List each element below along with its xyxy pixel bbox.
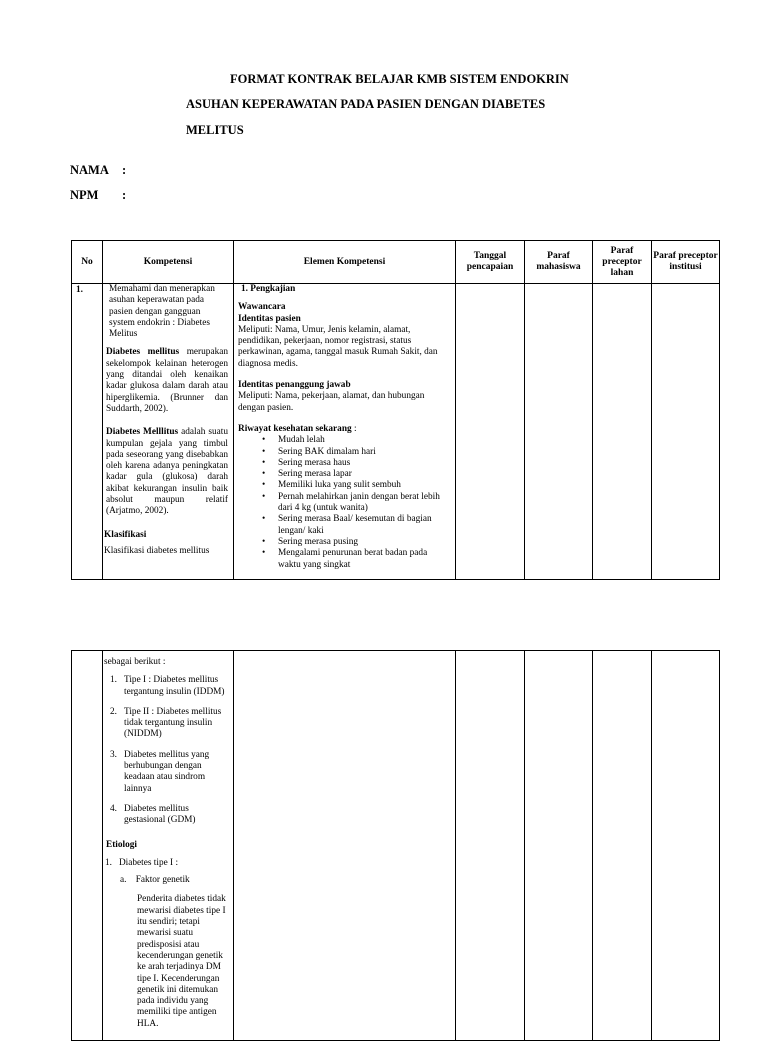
- definition-term: Diabetes Melllitus: [106, 427, 179, 438]
- penanggung-jawab-heading: Identitas penanggung jawab: [238, 380, 351, 391]
- header-no: No: [72, 241, 103, 284]
- header-paraf-preceptor-lahan: Paraf preceptor lahan: [593, 241, 652, 284]
- paraf-lahan-cell: [593, 651, 652, 1041]
- identitas-pasien-text: Meliputi: Nama, Umur, Jenis kelamin, alamat, pendidikan, pekerjaan, nomor registrasi, status perkawinan, agama, tanggal masuk Rumah Sakit, dan diagnosa medis.: [238, 324, 438, 369]
- wawancara-heading: Wawancara: [238, 302, 286, 313]
- definition-text: merupakan sekelompok kelainan heterogen yang ditandai oleh kenaikan kadar glukosa dalam darah atau hiperglikemia. (Brunner dan Suddarth, 2002).: [106, 347, 228, 414]
- paraf-institusi-cell: [652, 284, 720, 580]
- list-item-text: Pernah melahirkan janin dengan berat lebih dari 4 kg (untuk wanita): [278, 491, 440, 514]
- bullet-icon: •: [262, 480, 266, 491]
- list-item-text: Sering merasa pusing: [278, 536, 359, 547]
- riwayat-heading: [238, 424, 449, 435]
- document-title-line3: MELITUS: [186, 123, 244, 137]
- competency-table-continued: [71, 650, 720, 1041]
- list-item: [238, 514, 449, 537]
- definition-paragraph-1: [103, 347, 233, 415]
- document-title-line2: ASUHAN KEPERAWATAN PADA PASIEN DENGAN DIABETES: [186, 97, 546, 111]
- list-item: [238, 480, 449, 491]
- bullet-icon: •: [262, 548, 266, 559]
- riwayat-list: [238, 435, 449, 571]
- list-item-text: Memiliki luka yang sulit sembuh: [278, 480, 401, 491]
- list-item: [104, 675, 229, 698]
- klasifikasi-intro: sebagai berikut :: [104, 657, 166, 667]
- list-item-text: Diabetes mellitus gestasional (GDM): [124, 803, 196, 826]
- genetik-paragraph: Penderita diabetes tidak mewarisi diabetes tipe I itu sendiri; tetapi mewarisi suatu predisposisi atau kecenderungan genetik ke arah terjadinya DM tipe I. Kecenderungan genetik ini ditemukan pada individu yang memiliki tipe antigen HLA.: [137, 894, 226, 1029]
- bullet-icon: •: [262, 536, 266, 547]
- list-item-text: Sering BAK dimalam hari: [278, 446, 376, 457]
- npm-colon: :: [122, 188, 127, 202]
- paraf-institusi-cell: [652, 651, 720, 1041]
- tanggal-cell: [456, 284, 525, 580]
- competency-table: [71, 240, 720, 580]
- list-item: [104, 707, 229, 741]
- list-item-text: Diabetes mellitus yang berhubungan dengan keadaan atau sindrom lainnya: [124, 749, 210, 794]
- nama-label: NAMA: [70, 163, 109, 177]
- list-item: [238, 548, 449, 571]
- table-row: [72, 651, 720, 1041]
- npm-label: NPM: [70, 188, 99, 202]
- klasifikasi-text: Klasifikasi diabetes mellitus: [104, 545, 210, 556]
- list-item: [238, 458, 449, 469]
- list-item: [238, 435, 449, 446]
- header-elemen-kompetensi: Elemen Kompetensi: [234, 241, 456, 284]
- kompetensi-cell: [103, 651, 234, 1041]
- list-number: 2.: [110, 706, 117, 717]
- list-item-text: Sering merasa lapar: [278, 469, 352, 480]
- header-kompetensi: Kompetensi: [103, 241, 234, 284]
- header-paraf-preceptor-institusi: Paraf preceptor institusi: [652, 241, 720, 284]
- table-row: [72, 284, 720, 580]
- list-item: [238, 469, 449, 480]
- bullet-icon: •: [262, 491, 266, 502]
- list-number: 3.: [110, 749, 117, 760]
- elemen-kompetensi-cell: [234, 284, 456, 580]
- klasifikasi-heading: Klasifikasi: [104, 529, 147, 540]
- identitas-pasien-heading: Identitas pasien: [238, 313, 301, 324]
- kompetensi-intro: Memahami dan menerapkan asuhan keperawatan pada pasien dengan gangguan system endokrin : Diabetes Melitus: [109, 284, 215, 340]
- nama-colon: :: [122, 163, 127, 177]
- list-item: [238, 537, 449, 548]
- document-title-line1: FORMAT KONTRAK BELAJAR KMB SISTEM ENDOKRIN: [230, 72, 569, 86]
- row-number: 1.: [72, 284, 103, 580]
- tipe-list: [104, 675, 229, 826]
- section-pengkajian: 1. Pengkajian: [241, 284, 296, 294]
- list-item: [104, 750, 229, 795]
- nama-field: [70, 163, 127, 178]
- riwayat-heading-text: Riwayat kesehatan sekarang: [238, 423, 352, 434]
- list-item-text: Mudah lelah: [278, 435, 325, 446]
- elemen-kompetensi-cell-empty: [234, 651, 456, 1041]
- bullet-icon: •: [262, 469, 266, 480]
- etiologi-item: 1. Diabetes tipe I :: [105, 857, 179, 868]
- definition-term: Diabetes mellitus: [106, 347, 180, 358]
- bullet-icon: •: [262, 446, 266, 457]
- tanggal-cell: [456, 651, 525, 1041]
- list-item: [238, 492, 449, 515]
- list-item-text: Mengalami penurunan berat badan pada waktu yang singkat: [278, 548, 428, 570]
- header-tanggal-pencapaian: Tanggal pencapaian: [456, 241, 525, 284]
- list-item-text: Sering merasa haus: [278, 457, 351, 468]
- list-item-text: Tipe II : Diabetes mellitus tidak tergantung insulin (NIDDM): [124, 706, 222, 740]
- etiologi-heading: Etiologi: [106, 839, 137, 850]
- list-number: 4.: [110, 803, 117, 814]
- list-item-text: Tipe I : Diabetes mellitus tergantung insulin (IDDM): [124, 675, 225, 697]
- kompetensi-cell: [103, 284, 234, 580]
- table-header-row: [72, 241, 720, 284]
- penanggung-jawab-text: Meliputi: Nama, pekerjaan, alamat, dan hubungan dengan pasien.: [238, 391, 425, 413]
- bullet-icon: •: [262, 514, 266, 525]
- definition-paragraph-2: [103, 427, 233, 517]
- riwayat-colon: :: [351, 423, 357, 434]
- paraf-mahasiswa-cell: [525, 651, 593, 1041]
- npm-field: [70, 188, 127, 203]
- definition-text: adalah suatu kumpulan gejala yang timbul pada seseorang yang disebabkan oleh karena adanya peningkatan kadar gula (glukosa) darah akibat kekurangan insulin baik absolut maupun relatif (Arjatmo, 2002).: [106, 427, 228, 517]
- list-item: [104, 804, 229, 827]
- paraf-mahasiswa-cell: [525, 284, 593, 580]
- list-item: [238, 447, 449, 458]
- etiologi-sub-item: a. Faktor genetik: [120, 875, 190, 886]
- paraf-lahan-cell: [593, 284, 652, 580]
- header-paraf-mahasiswa: Paraf mahasiswa: [525, 241, 593, 284]
- list-number: 1.: [110, 675, 117, 686]
- bullet-icon: •: [262, 457, 266, 468]
- list-item-text: Sering merasa Baal/ kesemutan di bagian lengan/ kaki: [278, 514, 432, 536]
- bullet-icon: •: [262, 435, 266, 446]
- row-number-empty: [72, 651, 103, 1041]
